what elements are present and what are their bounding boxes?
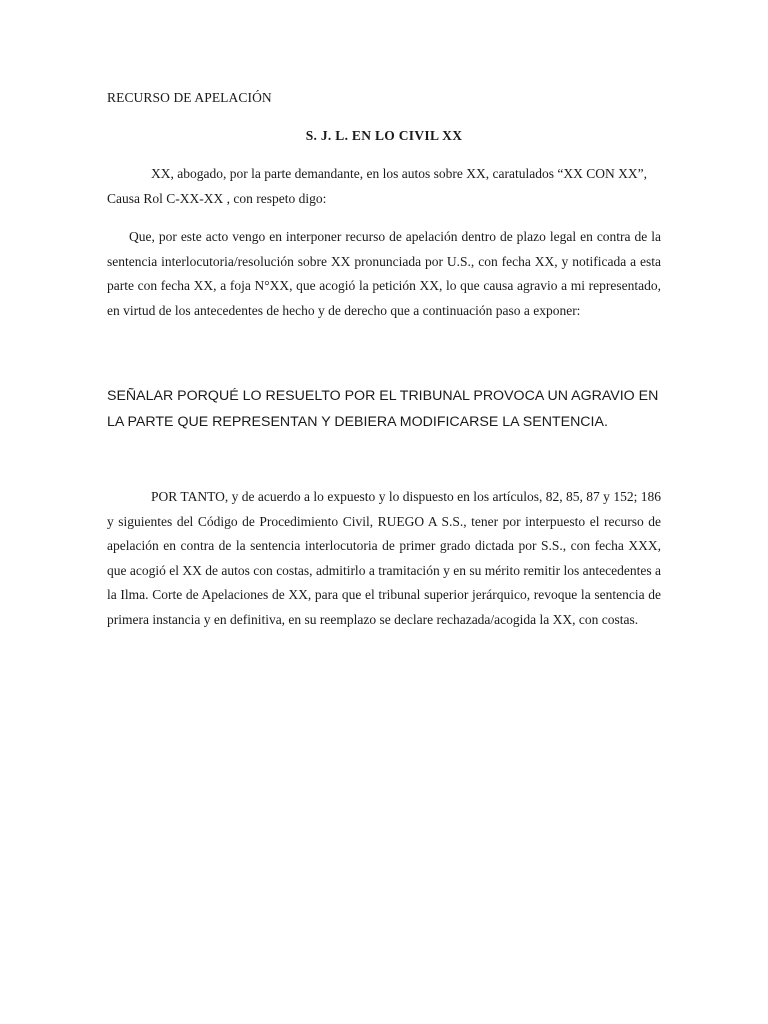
intro-paragraph: XX, abogado, por la parte demandante, en los autos sobre XX, caratulados “XX CON XX”, Causa Rol C-XX-XX , con respeto digo:: [107, 166, 647, 206]
court-addressee: S. J. L. EN LO CIVIL XX: [305, 128, 463, 143]
document-heading: RECURSO DE APELACIÓN: [107, 90, 272, 105]
petition-paragraph: Que, por este acto vengo en interponer recurso de apelación dentro de plazo legal en contra de la sentencia interlocutoria/resolución sobre XX pronunciada por U.S., con fecha XX, y notificada a esta parte con fecha XX, a foja N°XX, que acogió la petición XX, lo que causa agravio a mi representado, en virtud de los antecedentes de hecho y de derecho que a continuación paso a exponer:: [107, 229, 661, 318]
por-tanto-paragraph: POR TANTO, y de acuerdo a lo expuesto y lo dispuesto en los artículos, 82, 85, 87 y 152; 186 y siguientes del Código de Procedimiento Civil, RUEGO A S.S., tener por interpuesto el recurso de apelación en contra de la sentencia interlocutoria de primer grado dictada por S.S., con fecha XXX, que acogió el XX de autos con costas, admitirlo a tramitación y en su mérito remitir los antecedentes a la Ilma. Corte de Apelaciones de XX, para que el tribunal superior jerárquico, revoque la sentencia de primera instancia y en definitiva, en su reemplazo se declare rechazada/acogida la XX, con costas.: [107, 489, 661, 627]
instruction-paragraph: SEÑALAR PORQUÉ LO RESUELTO POR EL TRIBUNAL PROVOCA UN AGRAVIO EN LA PARTE QUE REPRESENTAN Y DEBIERA MODIFICARSE LA SENTENCIA.: [107, 388, 659, 430]
